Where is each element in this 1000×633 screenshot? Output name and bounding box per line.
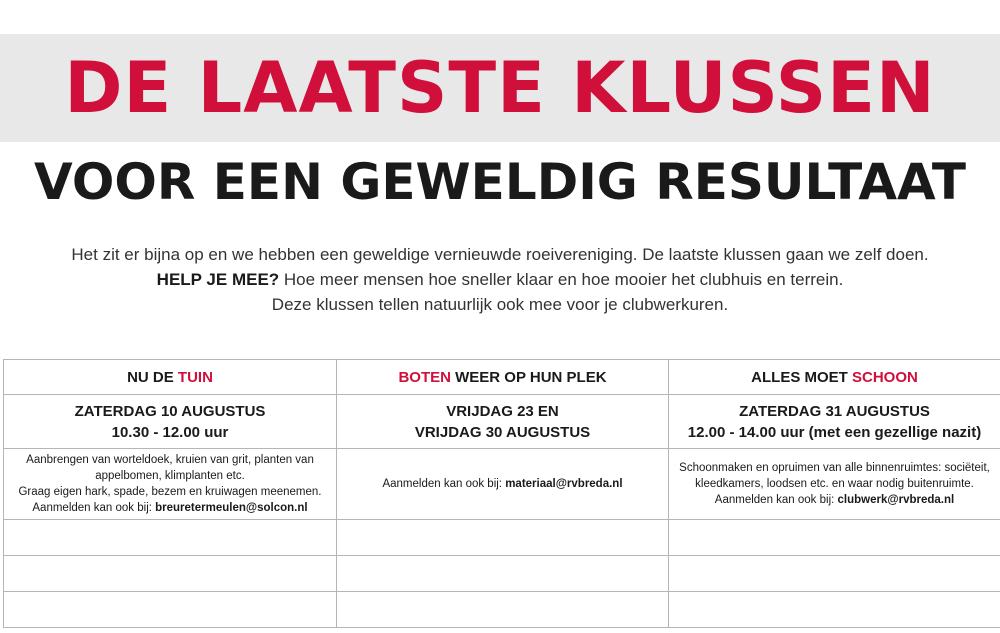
date-cell-boats: VRIJDAG 23 EN VRIJDAG 30 AUGUSTUS <box>337 395 669 449</box>
intro-text <box>0 242 1000 317</box>
date-cell-garden: ZATERDAG 10 AUGUSTUS 10.30 - 12.00 uur <box>4 395 337 449</box>
signup-row <box>4 556 1000 592</box>
email-link[interactable]: clubwerk@rvbreda.nl <box>837 494 955 506</box>
table-date-row <box>4 395 1000 449</box>
column-header-cleaning: ALLES MOET SCHOON <box>669 360 1000 395</box>
column-header-boats: BOTEN WEER OP HUN PLEK <box>337 360 669 395</box>
signup-row <box>4 520 1000 556</box>
table-header-row <box>4 360 1000 395</box>
signup-cell[interactable] <box>4 520 337 556</box>
signup-cell[interactable] <box>4 592 337 628</box>
signup-cell[interactable] <box>337 556 669 592</box>
page-subtitle: VOOR EEN GEWELDIG RESULTAAT <box>34 153 966 211</box>
signup-cell[interactable] <box>4 556 337 592</box>
signup-cell[interactable] <box>669 592 1000 628</box>
intro-line-3: Deze klussen tellen natuurlijk ook mee voor je clubwerkuren. <box>271 295 729 314</box>
intro-line-2-rest: Hoe meer mensen hoe sneller klaar en hoe mooier het clubhuis en terrein. <box>279 270 844 289</box>
info-cell-boats: Aanmelden kan ook bij: materiaal@rvbreda.nl <box>337 449 669 520</box>
email-link[interactable]: materiaal@rvbreda.nl <box>505 478 623 490</box>
email-link[interactable]: breuretermeulen@solcon.nl <box>155 502 308 514</box>
intro-line-2 <box>0 267 1000 292</box>
table-info-row <box>4 449 1000 520</box>
signup-cell[interactable] <box>337 592 669 628</box>
info-cell-garden: Aanbrengen van worteldoek, kruien van grit, planten van appelbomen, klimplanten etc. Graag eigen hark, spade, bezem en kruiwagen meenemen. Aanmelden kan ook bij: breuretermeulen@solcon.nl <box>4 449 337 520</box>
tasks-table <box>3 359 1000 628</box>
help-callout: HELP JE MEE? <box>156 270 280 289</box>
signup-row <box>4 592 1000 628</box>
intro-line-1: Het zit er bijna op en we hebben een geweldige vernieuwde roeivereniging. De laatste klussen gaan we zelf doen. <box>71 245 929 264</box>
column-header-garden: NU DE TUIN <box>4 360 337 395</box>
page-title: DE LAATSTE KLUSSEN <box>64 47 936 129</box>
signup-cell[interactable] <box>337 520 669 556</box>
signup-cell[interactable] <box>669 520 1000 556</box>
info-cell-cleaning: Schoonmaken en opruimen van alle binnenruimtes: sociëteit, kleedkamers, loodsen etc. en waar nodig buitenruimte. Aanmelden kan ook bij: clubwerk@rvbreda.nl <box>669 449 1000 520</box>
signup-cell[interactable] <box>669 556 1000 592</box>
date-cell-cleaning: ZATERDAG 31 AUGUSTUS 12.00 - 14.00 uur (met een gezellige nazit) <box>669 395 1000 449</box>
